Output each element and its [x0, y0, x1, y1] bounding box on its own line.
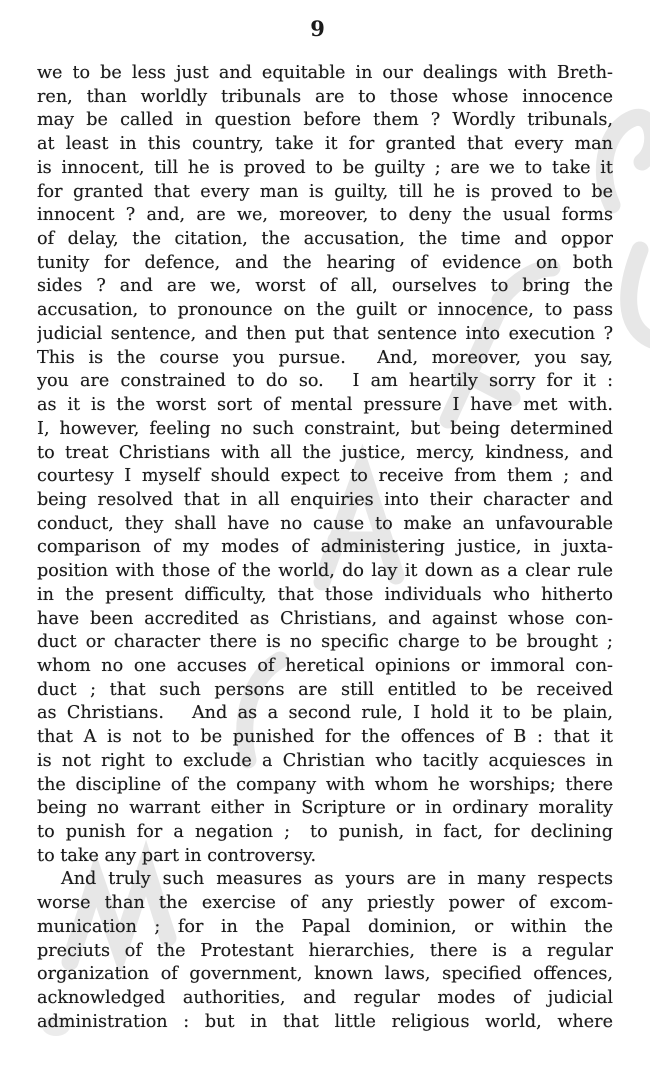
text-line: worse than the exercise of any priestly power of excom-	[37, 893, 613, 914]
text-line: accusation, to pronounce on the guilt or innocence, to pass	[37, 300, 613, 321]
text-line: to punish for a negation ; to punish, in fact, for declining	[37, 822, 613, 842]
text-line: you are constrained to do so. I am heartily sorry for it :	[37, 371, 613, 392]
text-line: courtesy I myself should expect to receive from them ; and	[37, 466, 613, 487]
text-line: have been accredited as Christians, and against whose con-	[37, 608, 613, 629]
text-line: innocent ? and, are we, moreover, to deny the usual forms	[37, 205, 613, 226]
text-line: at least in this country, take it for granted that every man	[37, 134, 613, 155]
text-line: that A is not to be punished for the offences of B : that it	[37, 727, 613, 748]
text-line: being no warrant either in Scripture or in ordinary morality	[37, 798, 613, 819]
text-line: whom no one accuses of heretical opinions or immoral con-	[37, 655, 613, 676]
text-line: we to be less just and equitable in our dealings with Breth-	[37, 63, 613, 83]
text-line: is not right to exclude a Christian who tacitly acquiesces in	[37, 750, 613, 771]
text-line: tunity for defence, and the hearing of evidence on both	[37, 252, 613, 273]
text-line: administration : but in that little religious world, where	[37, 1011, 613, 1032]
text-line: comparison of my modes of administering justice, in juxta-	[37, 537, 613, 558]
text-line: acknowledged authorities, and regular modes of judicial	[37, 988, 613, 1009]
paragraph	[37, 868, 613, 1034]
text-line: being resolved that in all enquiries into their character and	[37, 489, 613, 510]
text-line: for granted that every man is guilty, till he is proved to be	[37, 181, 613, 202]
text-line: duct ; that such persons are still entitled to be received	[37, 679, 613, 700]
text-line: sides ? and are we, worst of all, ourselves to bring the	[37, 276, 613, 297]
paragraph	[37, 62, 613, 868]
text-line: conduct, they shall have no cause to make an unfavourable	[37, 513, 613, 534]
text-line: ren, than worldly tribunals are to those whose innocence	[37, 86, 613, 107]
text-line: to treat Christians with all the justice, mercy, kindness, and	[37, 442, 613, 463]
text-line: judicial sentence, and then put that sentence into execution ?	[37, 323, 613, 344]
text-line: duct or character there is no specific charge to be brought ;	[37, 632, 613, 653]
page-number: 9	[310, 16, 326, 41]
text-line: preciuts of the Protestant hierarchies, there is a regular	[37, 940, 613, 961]
text-line: may be called in question before them ? Wordly tribunals,	[37, 110, 613, 131]
text-line: the discipline of the company with whom he worships; there	[37, 774, 613, 795]
text-line: I, however, feeling no such constraint, but being determined	[37, 418, 613, 439]
text-line: of delay, the citation, the accusation, the time and oppor	[37, 229, 613, 250]
text-line: organization of government, known laws, specified offences,	[37, 964, 613, 985]
text-line: position with those of the world, do lay it down as a clear rule	[37, 561, 613, 582]
text-line: is innocent, till he is proved to be guilty ; are we to take it	[37, 157, 613, 178]
text-line: in the present difficulty, that those individuals who hitherto	[37, 584, 613, 605]
body-text	[37, 62, 613, 1034]
text-line: This is the course you pursue. And, moreover, you say,	[37, 347, 613, 368]
text-line: to take any part in controversy.	[37, 845, 317, 866]
text-line: as it is the worst sort of mental pressure I have met with.	[37, 395, 613, 416]
text-line: as Christians. And as a second rule, I hold it to be plain,	[37, 703, 613, 724]
text-line: And truly such measures as yours are in many respects	[61, 869, 613, 890]
text-line: munication ; for in the Papal dominion, or within the	[37, 916, 613, 937]
